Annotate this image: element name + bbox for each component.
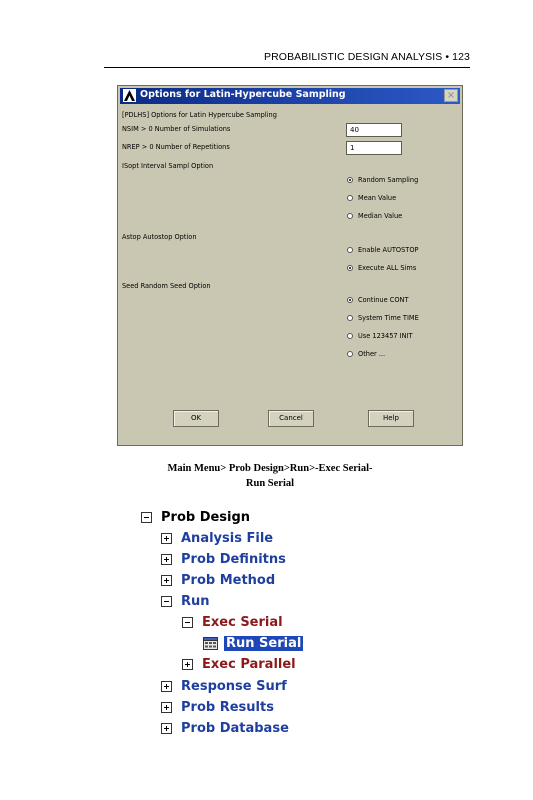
- ok-button[interactable]: OK: [173, 410, 219, 427]
- radio-button-icon: [347, 195, 353, 201]
- tree-item-exec-serial[interactable]: [182, 613, 283, 631]
- tree-item-analysis-file[interactable]: [161, 529, 273, 547]
- tree-item-prob-definitns[interactable]: [161, 550, 286, 568]
- radio-other[interactable]: [347, 350, 385, 358]
- tree-item-exec-parallel[interactable]: [182, 655, 296, 673]
- radio-mean-value[interactable]: [347, 194, 396, 202]
- caption-line-2: Run Serial: [245, 478, 295, 489]
- page-header: [104, 51, 470, 69]
- radio-button-icon: [347, 265, 353, 271]
- seed-label: Seed Random Seed Option: [122, 282, 211, 290]
- astop-label: Astop Autostop Option: [122, 233, 197, 241]
- caption-line-1: Main Menu> Prob Design>Run>-Exec Serial-: [167, 463, 373, 474]
- dialog-title: Options for Latin-Hypercube Sampling: [140, 89, 346, 100]
- dialog-titlebar[interactable]: [120, 88, 460, 104]
- radio-button-icon: [347, 247, 353, 253]
- tree-item-label: Prob Results: [181, 699, 274, 715]
- radio-button-icon: [347, 297, 353, 303]
- header-rule: [104, 67, 470, 68]
- radio-button-icon: [347, 315, 353, 321]
- dialog-heading: [PDLHS] Options for Latin Hypercube Sampling: [122, 111, 277, 119]
- collapse-icon[interactable]: [141, 512, 152, 523]
- radio-system-time[interactable]: [347, 314, 419, 322]
- radio-median-value[interactable]: [347, 212, 402, 220]
- radio-label: Execute ALL Sims: [358, 264, 417, 272]
- nrep-input[interactable]: 1: [346, 141, 402, 155]
- help-button[interactable]: Help: [368, 410, 414, 427]
- tree-item-run-serial[interactable]: [203, 634, 303, 652]
- radio-random-sampling[interactable]: [347, 176, 418, 184]
- radio-enable-autostop[interactable]: [347, 246, 419, 254]
- expand-icon[interactable]: [182, 659, 193, 670]
- tree-item-label: Exec Parallel: [202, 656, 296, 672]
- radio-label: System Time TIME: [358, 314, 419, 322]
- tree-item-prob-design[interactable]: [141, 508, 250, 526]
- radio-label: Enable AUTOSTOP: [358, 246, 419, 254]
- tree-item-label: Run Serial: [226, 635, 302, 651]
- radio-label: Mean Value: [358, 194, 397, 202]
- radio-continue[interactable]: [347, 296, 409, 304]
- expand-icon[interactable]: [161, 533, 172, 544]
- close-icon[interactable]: ×: [444, 89, 458, 102]
- collapse-icon[interactable]: [161, 596, 172, 607]
- tree-item-label: Prob Definitns: [181, 551, 286, 567]
- expand-icon[interactable]: [161, 575, 172, 586]
- tree-item-label: Analysis File: [181, 530, 274, 546]
- tree-item-prob-results[interactable]: [161, 698, 274, 716]
- radio-button-icon: [347, 177, 353, 183]
- tree-item-label: Prob Database: [181, 720, 289, 736]
- expand-icon[interactable]: [161, 554, 172, 565]
- tree-item-label: Prob Method: [181, 572, 276, 588]
- radio-execute-all-sims[interactable]: [347, 264, 416, 272]
- tree-item-label: Response Surf: [181, 678, 287, 694]
- radio-button-icon: [347, 351, 353, 357]
- collapse-icon[interactable]: [182, 617, 193, 628]
- latin-hypercube-dialog: [117, 85, 463, 446]
- ansys-logo-icon: [123, 89, 136, 102]
- tree-item-label: Prob Design: [161, 509, 251, 525]
- radio-button-icon: [347, 213, 353, 219]
- tree-item-response-surf[interactable]: [161, 677, 287, 695]
- isopt-label: ISopt Interval Sampl Option: [122, 162, 214, 170]
- radio-use-123457[interactable]: [347, 332, 413, 340]
- radio-label: Other ...: [358, 350, 386, 358]
- tree-item-label: Exec Serial: [202, 614, 283, 630]
- radio-label: Median Value: [358, 212, 403, 220]
- expand-icon[interactable]: [161, 723, 172, 734]
- radio-label: Use 123457 INIT: [358, 332, 413, 340]
- nsim-label: NSIM > 0 Number of Simulations: [122, 125, 231, 133]
- tree-item-prob-method[interactable]: [161, 571, 275, 589]
- nrep-label: NREP > 0 Number of Repetitions: [122, 143, 230, 151]
- radio-label: Continue CONT: [358, 296, 409, 304]
- radio-label: Random Sampling: [358, 176, 419, 184]
- tree-item-label: Run: [181, 593, 210, 609]
- tree-item-prob-database[interactable]: [161, 719, 289, 737]
- page-header-text: PROBABILISTIC DESIGN ANALYSIS • 123: [264, 51, 470, 63]
- nsim-input[interactable]: 40: [346, 123, 402, 137]
- radio-button-icon: [347, 333, 353, 339]
- expand-icon[interactable]: [161, 681, 172, 692]
- cancel-button[interactable]: Cancel: [268, 410, 314, 427]
- run-serial-command-icon: [203, 637, 218, 650]
- tree-item-run[interactable]: [161, 592, 210, 610]
- expand-icon[interactable]: [161, 702, 172, 713]
